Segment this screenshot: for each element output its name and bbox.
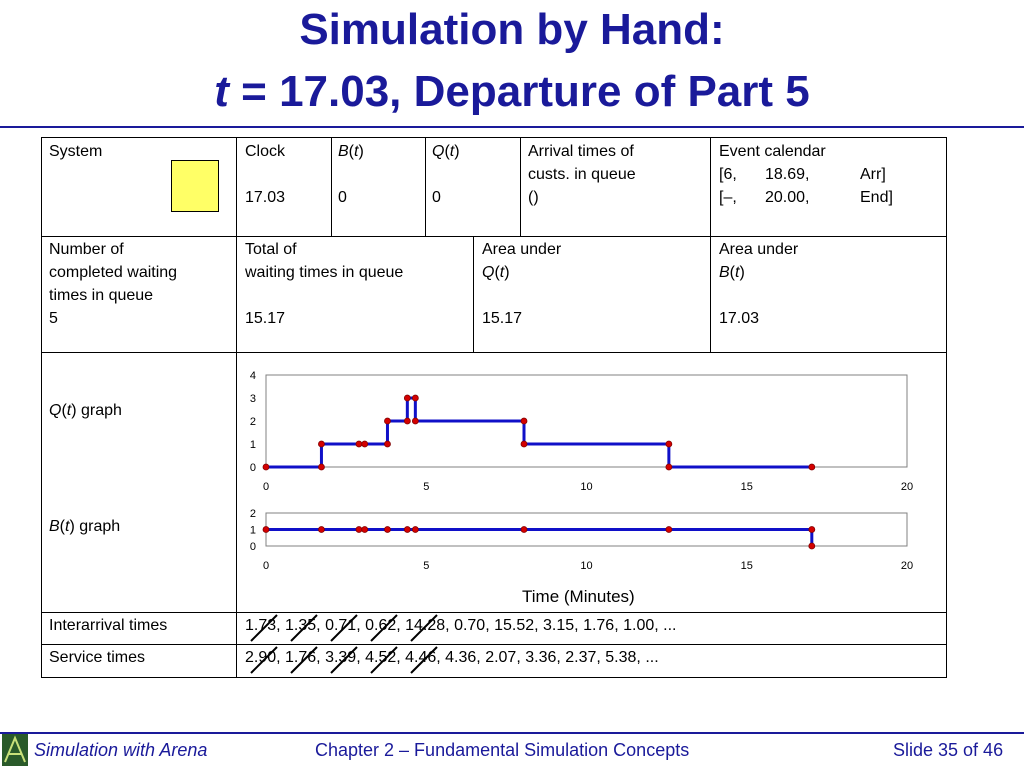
queue-value: 0	[432, 189, 441, 206]
x-tick-label: 15	[740, 481, 753, 493]
strike-mark	[287, 615, 321, 643]
total-waits-value: 15.17	[245, 310, 286, 327]
data-point	[384, 418, 390, 424]
system-label: System	[49, 143, 103, 160]
table-border-left	[41, 137, 42, 678]
used-value: 2.90	[245, 649, 276, 666]
data-point	[263, 527, 269, 533]
data-point	[521, 418, 527, 424]
plot-frame	[266, 375, 907, 467]
series-line	[266, 398, 812, 467]
busy-label: B(t)	[338, 143, 364, 160]
completed-waits-cell: Number of completed waiting times in queue 5	[49, 238, 177, 330]
area-q-cell: Area under Q(t) 15.17	[482, 238, 561, 330]
y-tick-label: 4	[249, 370, 256, 382]
clock-value: 17.03	[245, 189, 286, 206]
used-value: 1.35	[285, 617, 316, 634]
row-divider	[41, 352, 947, 353]
data-point	[384, 527, 390, 533]
data-point	[384, 441, 390, 447]
used-value: 14.28	[405, 617, 445, 634]
event-calendar	[719, 140, 943, 209]
pending-value: 3.36	[525, 649, 557, 666]
footer-slide-number: Slide 35 of 46	[893, 740, 1004, 760]
plot-frame	[266, 513, 907, 546]
data-point	[318, 441, 324, 447]
table-border-top	[41, 137, 947, 138]
arena-logo-icon	[2, 734, 28, 766]
x-tick-label: 20	[900, 560, 914, 572]
footer-course: Simulation with Arena	[34, 740, 208, 760]
arrival-times-value: ()	[528, 189, 539, 206]
busy-value: 0	[338, 189, 347, 206]
row-divider	[41, 612, 947, 613]
slide-title-line1: Simulation by Hand:	[299, 5, 725, 54]
row-divider	[41, 644, 947, 645]
pending-value: 15.52	[494, 617, 535, 634]
pending-value: 3.15	[543, 617, 575, 634]
x-tick-label: 5	[423, 481, 430, 493]
interarrival-ellipsis: ...	[663, 617, 677, 634]
data-point	[809, 543, 815, 549]
used-value: 4.52	[365, 649, 396, 666]
strike-mark	[407, 615, 441, 643]
data-point	[412, 418, 418, 424]
clock-label: Clock	[245, 143, 286, 160]
x-tick-label: 10	[580, 481, 593, 493]
interarrival-label: Interarrival times	[49, 617, 168, 634]
used-value: 1.73	[245, 617, 276, 634]
strike-mark	[327, 615, 361, 643]
data-point	[404, 395, 410, 401]
y-tick-label: 3	[249, 393, 256, 405]
pending-value: 0.70	[454, 617, 486, 634]
strike-mark	[247, 615, 281, 643]
used-value: 4.46	[405, 649, 436, 666]
y-tick-label: 0	[249, 541, 256, 553]
used-value: 0.71	[325, 617, 356, 634]
y-tick-label: 1	[249, 524, 256, 537]
area-b-cell: Area under B(t) 17.03	[719, 238, 798, 330]
x-tick-label: 20	[900, 481, 914, 493]
col-divider	[710, 137, 711, 353]
strike-mark	[247, 647, 281, 675]
data-point	[412, 395, 418, 401]
x-tick-label: 15	[740, 560, 753, 572]
footer-divider	[0, 732, 1024, 734]
col-divider	[331, 137, 332, 237]
x-tick-label: 0	[262, 481, 270, 493]
data-point	[809, 464, 815, 470]
pending-value: 4.36	[445, 649, 477, 666]
x-tick-label: 10	[580, 560, 593, 572]
server-idle-box	[171, 160, 219, 212]
footer-chapter: Chapter 2 – Fundamental Simulation Concepts	[315, 740, 690, 760]
strike-mark	[327, 647, 361, 675]
used-value: 3.39	[325, 649, 356, 666]
y-tick-label: 0	[249, 462, 256, 474]
title-time-text: = 17.03, Departure of Part 5	[228, 67, 810, 116]
data-point	[362, 441, 368, 447]
b-graph-label: B(t) graph	[49, 518, 121, 535]
used-value: 0.62	[365, 617, 396, 634]
strike-mark	[287, 647, 321, 675]
strike-mark	[367, 647, 401, 675]
title-divider	[0, 126, 1024, 128]
col-divider	[473, 236, 474, 353]
data-point	[362, 527, 368, 533]
used-value: 1.76	[285, 649, 316, 666]
queue-label: Q(t)	[432, 143, 460, 160]
col-divider	[425, 137, 426, 237]
table-border-right	[946, 137, 947, 678]
strike-mark	[367, 615, 401, 643]
data-point	[666, 441, 672, 447]
data-point	[521, 527, 527, 533]
service-values: 2.90 , 1.76 , 3.39 , 4.52 , 4.46 , 4.36, 2.07, 3.36, 2.37, 5.38, ...	[245, 646, 659, 669]
title-time-variable: t	[214, 67, 229, 116]
data-point	[666, 464, 672, 470]
calendar-entry: [–, 20.00, End]	[719, 189, 893, 206]
q-graph-label: Q(t) graph	[49, 402, 122, 419]
data-point	[404, 527, 410, 533]
pending-value: 5.38	[605, 649, 637, 666]
col-divider	[520, 137, 521, 237]
service-ellipsis: ...	[645, 649, 659, 666]
area-b-value: 17.03	[719, 310, 760, 327]
pending-value: 2.37	[565, 649, 597, 666]
x-tick-label: 0	[262, 560, 270, 572]
col-divider	[236, 137, 237, 678]
data-point	[521, 441, 527, 447]
total-waits-cell: Total of waiting times in queue 15.17	[245, 238, 403, 330]
arrival-times-label: Arrival times of custs. in queue ()	[528, 140, 636, 209]
data-point	[412, 527, 418, 533]
row-divider	[41, 236, 947, 237]
pending-value: 1.76	[583, 617, 615, 634]
data-point	[263, 464, 269, 470]
data-point	[356, 441, 362, 447]
data-point	[666, 527, 672, 533]
pending-value: 1.00	[623, 617, 655, 634]
y-tick-label: 2	[249, 416, 256, 428]
q-chart	[250, 370, 913, 493]
y-tick-label: 2	[249, 508, 256, 520]
series-line	[266, 530, 812, 547]
data-point	[318, 464, 324, 470]
x-axis-title: Time (Minutes)	[522, 587, 635, 606]
interarrival-values: 1.73 , 1.35 , 0.71 , 0.62 , 14.28 , 0.70, 15.52, 3.15, 1.76, 1.00, ...	[245, 614, 676, 637]
data-point	[356, 527, 362, 533]
x-tick-label: 5	[423, 560, 430, 572]
calendar-entry: [6, 18.69, Arr]	[719, 166, 886, 183]
data-point	[809, 527, 815, 533]
area-q-value: 15.17	[482, 310, 523, 327]
slide-title-line2	[0, 66, 1024, 118]
data-point	[318, 527, 324, 533]
data-point	[404, 418, 410, 424]
service-label: Service times	[49, 649, 146, 666]
strike-mark	[407, 647, 441, 675]
completed-waits-value: 5	[49, 310, 58, 327]
y-tick-label: 1	[249, 439, 256, 451]
event-calendar-label: Event calendar	[719, 143, 826, 160]
pending-value: 2.07	[485, 649, 517, 666]
table-border-bottom	[41, 677, 947, 678]
b-chart	[250, 508, 913, 572]
